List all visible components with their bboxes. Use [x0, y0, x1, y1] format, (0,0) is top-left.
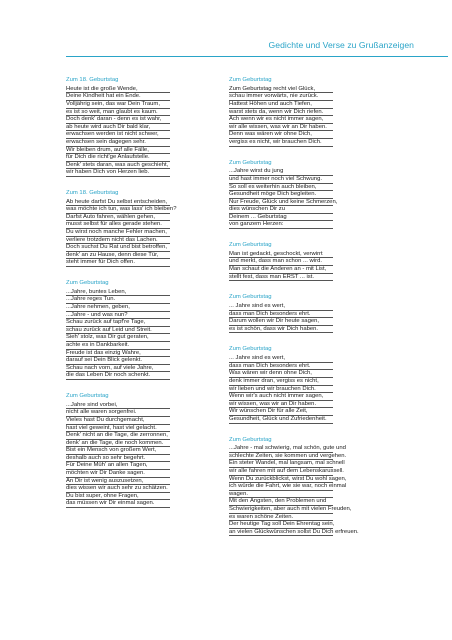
poem-line: schlechte Zeiten, sie kommen und vergehen.: [229, 453, 397, 461]
poem-line: und hast immer noch viel Schwung.: [229, 176, 397, 184]
poem-line: an vielen Glückwünschen sollst Du Dich erfreuen.: [229, 529, 397, 537]
page-title: Gedichte und Verse zu Grußanzeigen: [268, 40, 414, 50]
poem-line: die das Leben Dir noch schenkt.: [66, 372, 234, 380]
poem-block: [229, 242, 397, 281]
poem-line: Mit den Ängsten, den Problemen und: [229, 498, 397, 506]
poem-line: Bist ein Mensch von großem Wert,: [66, 447, 234, 455]
poem-line: steht immer für Dich offen.: [66, 259, 234, 267]
poem-heading: Zum Geburtstag: [229, 436, 272, 443]
poem-line: So soll es weiterhin auch bleiben,: [229, 184, 397, 192]
poem-line: ...Jahre wirst du jung: [229, 168, 397, 176]
poem-line: Doch denk' daran - denn es ist wahr,: [66, 116, 234, 124]
poem-line: von ganzem Herzen:: [229, 221, 397, 229]
poem-block: [229, 77, 397, 147]
poem-line: vergiss es nicht, wir brauchen Dich.: [229, 139, 397, 147]
poem-line: schau zurück auf Leid und Streit.: [66, 327, 234, 335]
poem-line: Wir bleiben drum, auf alle Fälle,: [66, 147, 234, 155]
poem-line: was möchte ich tun, was lass' ich bleiben?: [66, 206, 234, 214]
poem-line: dies wünschen Dir zu: [229, 206, 397, 214]
poem-line: Schwierigkeiten, aber auch mit vielen Freuden,: [229, 506, 397, 514]
poem-line: deshalb auch so sehr begehrt.: [66, 455, 234, 463]
poem-block: [229, 437, 397, 537]
poem-line: Volljährig sein, das war Dein Traum,: [66, 101, 234, 109]
poem-line: musst selbst für alles gerade stehen.: [66, 221, 234, 229]
poem-block: [229, 160, 397, 230]
poem-line: achte es in Dankbarkeit.: [66, 342, 234, 350]
poem-block: [229, 346, 397, 423]
poem-line: Heute ist die große Wende,: [66, 86, 234, 94]
poem-line: Zum Geburtstag recht viel Glück,: [229, 86, 397, 94]
poem-line: wir alle wissen, was wir an Dir haben.: [229, 124, 397, 132]
poem-line: dies wissen wir auch sehr zu schätzen.: [66, 485, 234, 493]
poem-line: erwachsen werden ist nicht schwer,: [66, 131, 234, 139]
poem-line: wir haben Dich von Herzen lieb.: [66, 169, 234, 177]
poem-line: Man schaut die Anderen an - mit List,: [229, 266, 397, 274]
poem-line: ...Jahre - mal schwierig, mal schön, gute und: [229, 445, 397, 453]
poem-line: Schau nach vorn, auf viele Jahre,: [66, 365, 234, 373]
page-header: [0, 0, 452, 60]
poem-line: es ist so weit, man glaubt es kaum.: [66, 109, 234, 117]
poem-line: Nur Freude, Glück und keine Schmerzen,: [229, 199, 397, 207]
poem-line: Du bist super, ohne Fragen,: [66, 493, 234, 501]
poem-line: verliere trotzdem nicht das Lachen.: [66, 237, 234, 245]
poem-line: es waren schöne Zeiten.: [229, 514, 397, 522]
poem-line: für Dich die richt'ge Anlaufstelle.: [66, 154, 234, 162]
poem-line: wir wissen, was wir an Dir haben.: [229, 401, 397, 409]
poem-line: hast viel geweint, hast viel gelacht.: [66, 425, 234, 433]
poem-line: wagen.: [229, 491, 397, 499]
poem-block: [66, 77, 234, 177]
poem-line: Was wären wir denn ohne Dich,: [229, 370, 397, 378]
poem-line: denk immer dran, vergiss es nicht,: [229, 378, 397, 386]
left-column: [66, 77, 234, 521]
poem-line: Wenn wir's auch nicht immer sagen,: [229, 393, 397, 401]
poem-line: erwachsen sein dagegen sehr.: [66, 139, 234, 147]
poem-line: Sieh' stolz, was Dir gut geraten,: [66, 334, 234, 342]
poem-line: dass man Dich besonders ehrt.: [229, 363, 397, 371]
poem-line: Man ist gedackt, geschockt, verwirrt: [229, 251, 397, 259]
poem-line: wir lieben und wir brauchen Dich.: [229, 386, 397, 394]
poem-line: denk' an zu Hause, denn diese Tür,: [66, 252, 234, 260]
poem-line: wir alle fahren mit auf dem Lebenskarussell.: [229, 468, 397, 476]
poem-line: warst stets da, wenn wir Dich riefen.: [229, 109, 397, 117]
poem-line: Darfst Auto fahren, wählen gehen,: [66, 214, 234, 222]
poem-heading: Zum Geburtstag: [229, 159, 272, 166]
poem-line: Denk' nicht an die Tage, die zerronnen,: [66, 432, 234, 440]
poem-line: Darum wollen wir Dir heute sagen,: [229, 318, 397, 326]
poem-line: denk' an die Tage, die noch kommen.: [66, 440, 234, 448]
poem-line: ...Jahre nehmen, geben,: [66, 304, 234, 312]
poem-line: Deinem ... Geburtstag: [229, 214, 397, 222]
poem-line: ... Jahre sind es wert,: [229, 355, 397, 363]
poem-line: ...Jahre - und was nun?: [66, 312, 234, 320]
poem-line: Vieles hast Du durchgemacht,: [66, 417, 234, 425]
poem-line: ab heute wird auch Dir bald klar,: [66, 124, 234, 132]
poem-line: Ein steter Wandel, mal langsam, mal schnell: [229, 460, 397, 468]
poem-heading: Zum Geburtstag: [66, 392, 109, 399]
poem-block: [66, 280, 234, 380]
header-rule: [66, 56, 448, 57]
poem-line: Du wirst noch manche Fehler machen,: [66, 229, 234, 237]
poem-line: ...Jahre, buntes Leben,: [66, 289, 234, 297]
poem-line: ...Jahre sind vorbei,: [66, 402, 234, 410]
poem-block: [66, 190, 234, 267]
poem-block: [229, 294, 397, 333]
poem-line: Gesundheit, Glück und Zufriedenheit.: [229, 416, 397, 424]
poem-heading: Zum Geburtstag: [229, 242, 272, 249]
poem-heading: Zum Geburtstag: [66, 280, 109, 287]
poem-line: nicht alle waren sorgenfrei.: [66, 409, 234, 417]
poem-line: Für Deine Müh' an allen Tagen,: [66, 462, 234, 470]
poem-line: ich würde die Fahrt, wie sie war, noch einmal: [229, 483, 397, 491]
poem-block: [66, 393, 234, 508]
poem-line: An Dir ist wenig auszusetzen,: [66, 478, 234, 486]
poem-line: Der heutige Tag soll Dein Ehrentag sein,: [229, 521, 397, 529]
poem-line: es ist schön, dass wir Dich haben.: [229, 326, 397, 334]
poem-line: ...Jahre reges Tun.: [66, 296, 234, 304]
poem-heading: Zum Geburtstag: [229, 346, 272, 353]
poem-line: das müssen wir Dir einmal sagen.: [66, 500, 234, 508]
poem-heading: Zum 18. Geburtstag: [66, 189, 119, 196]
poem-line: ... Jahre sind es wert,: [229, 303, 397, 311]
poem-line: Freude ist das einzig Wahre,: [66, 350, 234, 358]
poem-line: Ach wenn wir es nicht immer sagen,: [229, 116, 397, 124]
poem-line: Denn was wären wir ohne Dich,: [229, 131, 397, 139]
poem-line: darauf sei Dein Blick gelenkt.: [66, 357, 234, 365]
poem-heading: Zum Geburtstag: [229, 77, 272, 83]
poem-line: Wir wünschen Dir für alle Zeit,: [229, 408, 397, 416]
poem-line: schau immer vorwärts, nie zurück.: [229, 93, 397, 101]
poem-line: Schau zurück auf tapf're Tage,: [66, 319, 234, 327]
poem-line: Doch suchst Du Rat und bist betroffen,: [66, 244, 234, 252]
poem-line: möchten wir Dir Danke sagen.: [66, 470, 234, 478]
poem-line: Ab heute darfst Du selbst entscheiden,: [66, 199, 234, 207]
poem-line: und merkt, dass man schon ... wird.: [229, 258, 397, 266]
poem-line: dass man Dich besonders ehrt.: [229, 311, 397, 319]
poem-line: Denk' stets daran, was auch geschieht,: [66, 162, 234, 170]
right-column: [229, 77, 397, 549]
poem-line: stellt fest, dass man ERST ... ist.: [229, 274, 397, 282]
poem-line: Hattest Höhen und auch Tiefen,: [229, 101, 397, 109]
poem-line: Deine Kindheit hat ein Ende.: [66, 93, 234, 101]
poem-line: Wenn Du zurückblickst, wirst Du wohl sagen,: [229, 476, 397, 484]
poem-line: Gesundheit möge Dich begleiten.: [229, 191, 397, 199]
poem-heading: Zum Geburtstag: [229, 294, 272, 301]
poem-heading: Zum 18. Geburtstag: [66, 77, 119, 83]
